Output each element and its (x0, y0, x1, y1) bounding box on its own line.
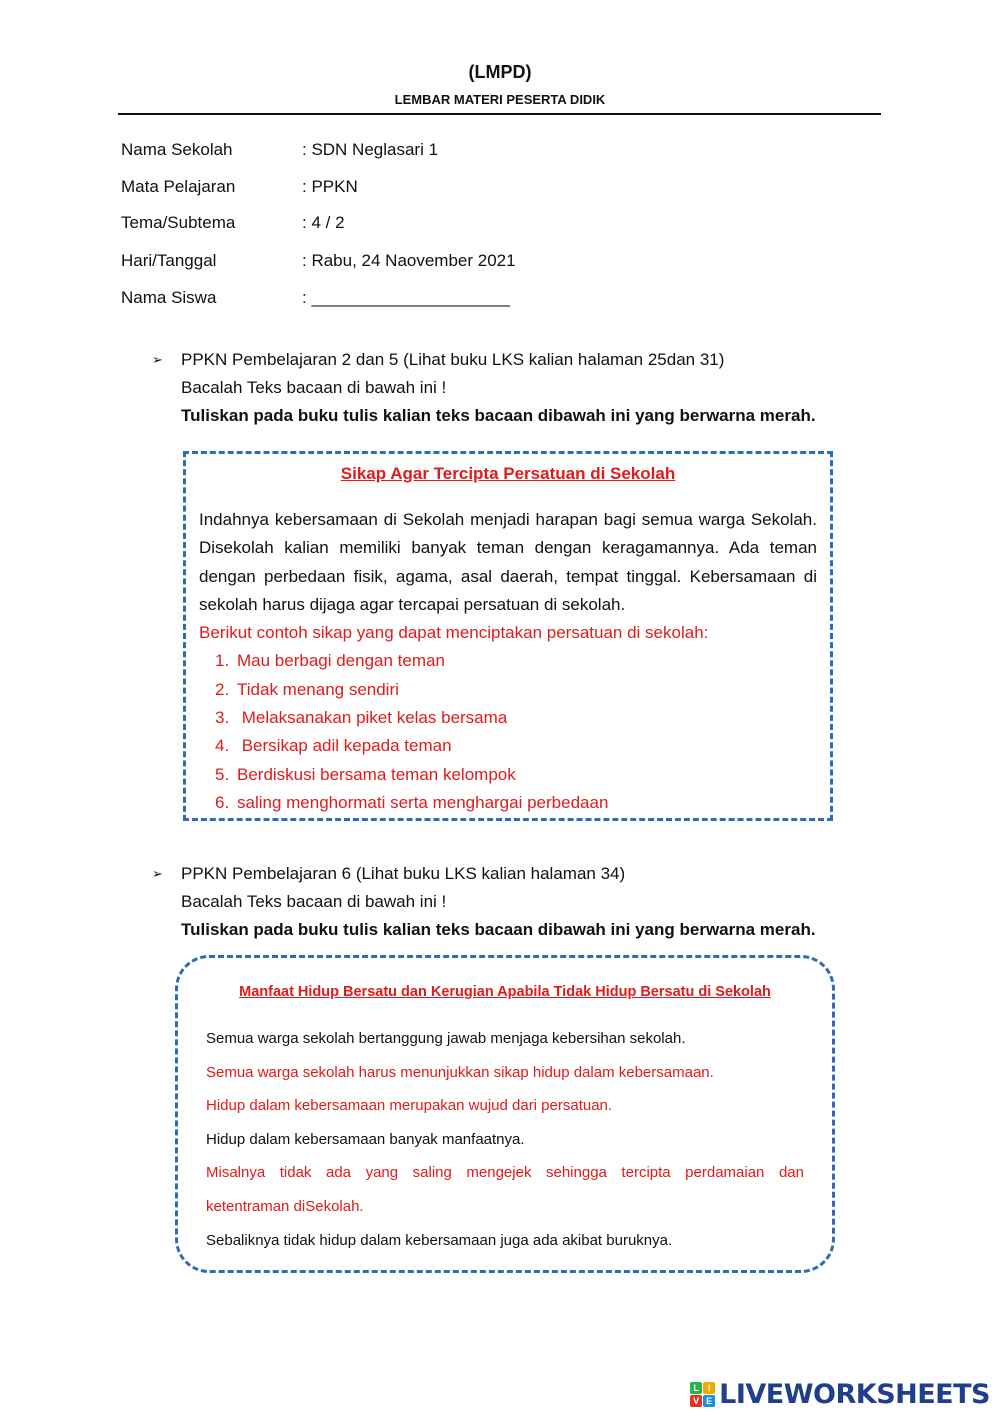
text-line: Semua warga sekolah harus menunjukkan sikap hidup dalam kebersamaan. (206, 1063, 714, 1081)
header-divider (118, 113, 881, 115)
section-1-lesson: PPKN Pembelajaran 2 dan 5 (Lihat buku LKS kalian halaman 25dan 31) (181, 350, 725, 369)
info-value: : 4 / 2 (302, 213, 345, 232)
logo-text: LIVEWORKSHEETS (719, 1378, 990, 1410)
info-label: Nama Siswa (121, 288, 217, 307)
section-2-write-instruction: Tuliskan pada buku tulis kalian teks bacaan dibawah ini yang berwarna merah. (181, 920, 816, 939)
list-item: 5. Berdiskusi bersama teman kelompok (215, 764, 516, 784)
text-line: Semua warga sekolah bertanggung jawab menjaga kebersihan sekolah. (206, 1030, 686, 1047)
arrow-bullet-icon: ➢ (152, 352, 163, 367)
info-value: : PPKN (302, 177, 358, 196)
section-2-lesson: PPKN Pembelajaran 6 (Lihat buku LKS kalian halaman 34) (181, 864, 626, 883)
arrow-bullet-icon: ➢ (152, 866, 163, 881)
reading-box-1-intro: Berikut contoh sikap yang dapat menciptakan persatuan di sekolah: (199, 623, 709, 643)
list-item: 3. Melaksanakan piket kelas bersama (215, 708, 508, 728)
reading-box-2-title: Manfaat Hidup Bersatu dan Kerugian Apabila Tidak Hidup Bersatu di Sekolah (239, 984, 771, 1000)
reading-box-1 (183, 451, 833, 821)
text-line: Hidup dalam kebersamaan banyak manfaatnya. (206, 1130, 525, 1148)
info-label: Hari/Tanggal (121, 251, 217, 270)
info-label: Mata Pelajaran (121, 177, 236, 196)
attitude-list (199, 647, 817, 817)
logo-mark-icon: L I V E (690, 1382, 715, 1407)
document-subtitle: LEMBAR MATERI PESERTA DIDIK (394, 92, 606, 107)
section-1-read-instruction: Bacalah Teks bacaan di bawah ini ! (181, 378, 447, 397)
reading-box-1-title: Sikap Agar Tercipta Persatuan di Sekolah (340, 464, 676, 483)
text-line: ketentraman diSekolah. (206, 1197, 364, 1215)
info-label: Nama Sekolah (121, 140, 233, 159)
section-2-read-instruction: Bacalah Teks bacaan di bawah ini ! (181, 892, 447, 911)
list-item: 1. Mau berbagi dengan teman (215, 651, 445, 671)
document-title: (LMPD) (468, 62, 532, 82)
list-item: 6. saling menghormati serta menghargai perbedaan (215, 792, 609, 812)
reading-box-1-paragraph: Indahnya kebersamaan di Sekolah menjadi harapan bagi semua warga Sekolah. Disekolah kalian memiliki banyak teman dengan keragamannya. Ada teman dengan perbedaan fisik, agama, asal daerah, tempat tinggal. Kebersamaan di sekolah harus dijaga agar tercapai persatuan di sekolah. (199, 510, 817, 614)
info-label: Tema/Subtema (121, 213, 236, 232)
text-line: Hidup dalam kebersamaan merupakan wujud dari persatuan. (206, 1097, 613, 1115)
info-value: : Rabu, 24 Naovember 2021 (302, 251, 516, 270)
list-item: 2. Tidak menang sendiri (215, 679, 399, 699)
section-1-write-instruction: Tuliskan pada buku tulis kalian teks bacaan dibawah ini yang berwarna merah. (181, 406, 816, 425)
reading-box-2 (175, 955, 835, 1273)
info-value: : SDN Neglasari 1 (302, 140, 439, 159)
text-line: Sebaliknya tidak hidup dalam kebersamaan juga ada akibat buruknya. (206, 1231, 673, 1249)
list-item: 4. Bersikap adil kepada teman (215, 736, 452, 756)
text-line: Misalnya tidak ada yang saling mengejek sehingga tercipta perdamaian dan (206, 1164, 804, 1182)
student-name-field[interactable]: : _____________________ (302, 288, 510, 307)
liveworksheets-logo (690, 1376, 990, 1412)
